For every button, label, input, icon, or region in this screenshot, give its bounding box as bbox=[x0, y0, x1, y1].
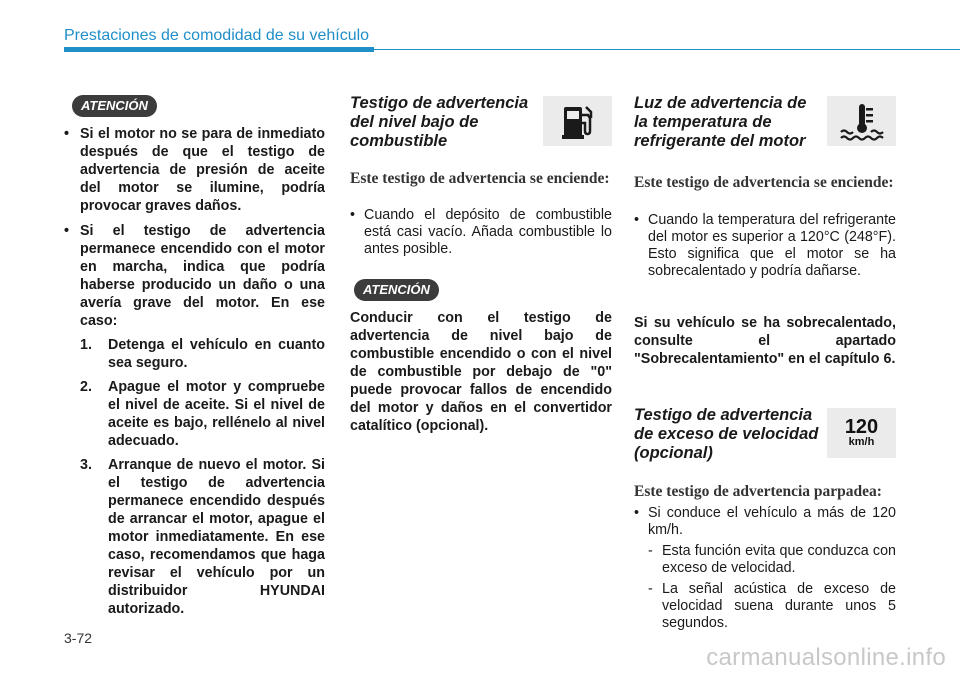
coolant-temperature-icon bbox=[838, 101, 886, 141]
watermark: carmanualsonline.info bbox=[706, 644, 946, 671]
fuel-warning-caution: Conducir con el testigo de advertencia de nivel bajo de combustible encendido o con el nivel de combustible por debajo de "0" puede provocar fallos de encendido del motor y daños en el convertidor catalítico (opcional). bbox=[350, 310, 612, 434]
list-item: - La señal acústica de exceso de velocidad suena durante unos 5 segundos. bbox=[648, 581, 896, 632]
list-item: • Cuando el depósito de combustible está casi vacío. Añada combustible lo antes posible. bbox=[350, 207, 612, 258]
section-header-title: Prestaciones de comodidad de su vehículo bbox=[64, 27, 370, 44]
step-item: 2. Apague el motor y compruebe el nivel de aceite. Si el nivel de aceite es bajo, rellénelo al nivel adecuado. bbox=[80, 379, 325, 449]
list-item: • Si conduce el vehículo a más de 120 km/h. - Esta función evita que conduzca con exceso de velocidad. - La señal acústica de exceso de velocidad suena durante unos 5 segundos. bbox=[634, 505, 896, 632]
fuel-warning-heading: Este testigo de advertencia se enciende: bbox=[350, 170, 610, 187]
overspeed-warning-title: Testigo de advertencia de exceso de velocidad (opcional) bbox=[634, 406, 819, 462]
speed-value-icon: 120 bbox=[844, 416, 879, 438]
oil-warning-list bbox=[64, 125, 325, 618]
overspeed-warning-list bbox=[634, 505, 896, 636]
oil-warning-column bbox=[64, 125, 325, 625]
coolant-warning-title: Luz de advertencia de la temperatura de refrigerante del motor bbox=[634, 94, 807, 150]
speed-unit-icon: km/h bbox=[848, 436, 875, 448]
list-item: • Si el motor no se para de inmediato después de que el testigo de advertencia de presión de aceite del motor se ilumine, podría provocar graves daños. bbox=[64, 125, 325, 215]
coolant-icon-box bbox=[827, 96, 896, 146]
overspeed-sub-list bbox=[648, 543, 896, 632]
overspeed-warning-heading: Este testigo de advertencia parpadea: bbox=[634, 483, 882, 500]
step-item: 3. Arranque de nuevo el motor. Si el testigo de advertencia permanece encendido después de arrancar el motor, apague el motor inmediatamente. En ese caso, recomendamos que haga revisar el vehículo por un distribuidor HYUNDAI autorizado. bbox=[80, 457, 325, 617]
steps-list bbox=[80, 336, 325, 618]
attention-badge: ATENCIÓN bbox=[72, 95, 157, 117]
list-item: • Si el testigo de advertencia permanece encendido con el motor en marcha, indica que podría haberse producido un daño o una avería grave del motor. En ese caso: 1. Detenga el vehículo en cuanto sea seguro. 2. Apague el motor y compruebe el nivel de aceite. Si el nivel de aceite es bajo, rellénelo al nivel adecuado. 3. Arranque de nuevo el motor. Si el testigo de advertencia permanece encendido después de arrancar el motor, apague el motor inmediatamente. En ese caso, recomendamos que haga revisar el vehículo por un distribuidor HYUNDAI autorizado. bbox=[64, 222, 325, 618]
fuel-warning-title: Testigo de advertencia del nivel bajo de combustible bbox=[350, 94, 529, 150]
list-item: - Esta función evita que conduzca con exceso de velocidad. bbox=[648, 543, 896, 577]
attention-badge: ATENCIÓN bbox=[354, 279, 439, 301]
coolant-warning-list bbox=[634, 212, 896, 280]
header-accent-bar bbox=[64, 47, 374, 52]
fuel-icon-box bbox=[543, 96, 612, 146]
coolant-overheat-note: Si su vehículo se ha sobrecalentado, consulte el apartado "Sobrecalentamiento" en el capítulo 6. bbox=[634, 315, 896, 367]
fuel-warning-list bbox=[350, 207, 612, 258]
step-item: 1. Detenga el vehículo en cuanto sea seguro. bbox=[80, 337, 325, 371]
list-item: • Cuando la temperatura del refrigerante del motor es superior a 120°C (248°F). Esto significa que el motor se ha sobrecalentado y podría dañarse. bbox=[634, 212, 896, 280]
page-number: 3-72 bbox=[64, 630, 93, 646]
overspeed-icon-box bbox=[827, 408, 896, 458]
header-rule bbox=[374, 49, 960, 50]
fuel-pump-icon bbox=[558, 101, 598, 141]
coolant-warning-heading: Este testigo de advertencia se enciende: bbox=[634, 174, 894, 191]
